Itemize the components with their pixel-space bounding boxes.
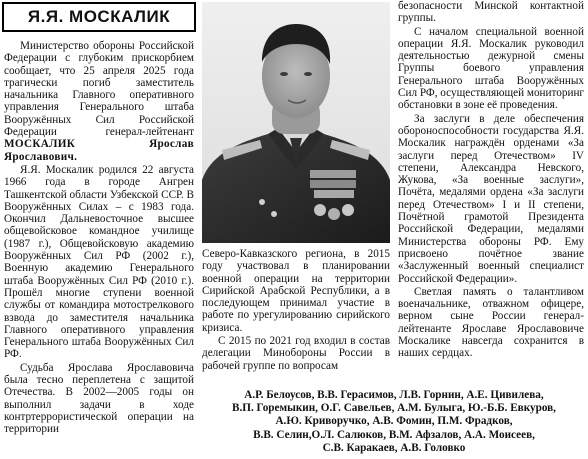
signature-line: С.В. Каракаев, А.В. Головко (322, 441, 466, 454)
announcement-text: Министерство обороны Российской Федерации с глубоким прискорбием сообщает, что 25 апреля 2025 года трагически погиб заместитель начальника Главного оперативного управления Генерального штаба Вооружённых Сил Российской Федерации генерал-лейтенант (4, 40, 194, 139)
paragraph-biography: Я.Я. Москалик родился 22 августа 1966 года в городе Ангрен Ташкентской области Узбекской ССР. В Вооружённых Силах – с 1983 года. Окончил Дальневосточное высшее общевойсковое командное училище (1987 г.), Общевойсковую академию Вооружённых Сил РФ (2002 г.), Военную академию Генерального штаба Вооружённых Сил РФ (2010 г.). Прошёл многие ступени военной службы от командира мотострелкового взвода до заместителя начальника Главного оперативного управления Генерального штаба Вооружённых Сил РФ. (4, 163, 194, 361)
signatures-block (203, 389, 585, 459)
portrait-photo (202, 2, 390, 243)
headline: Я.Я. МОСКАЛИК (27, 7, 171, 26)
signature-line: А.Ю. Криворучко, А.В. Фомин, П.М. Фрадков, (275, 415, 513, 428)
paragraph-announcement (4, 40, 194, 163)
paragraph-minsk: безопасности Минской контактной группы. (398, 0, 584, 25)
paragraph-syria: Северо-Кавказского региона, в 2015 году участвовал в планировании военной операции на территории Сирийской Арабской Республики, а в последующем принимал участие в работе по урегулированию сирийского кризиса. (202, 248, 390, 334)
signature-line: А.Р. Белоусов, В.В. Герасимов, Л.В. Горнин, А.Е. Цивилева, (244, 389, 544, 401)
headline-box (2, 2, 196, 32)
text-column-right (398, 0, 584, 378)
signature-line: В.П. Горемыкин, О.Г. Савельев, А.М. Булыга, Ю.-Б.Б. Евкуров, (232, 402, 556, 415)
paragraph-awards: За заслуги в деле обеспечения обороноспособности государства Я.Я. Москалик награждён орденами «За заслуги перед Отечеством» IV степени, Александра Невского, Жукова, «За военные заслуги», Почёта, медалями ордена «За заслуги перед Отечеством» I и II степени, Почётной грамотой Президента Российской Федерации, медалями Министерства обороны РФ. Ему присвоено почётное звание «Заслуженный военный специалист Российской Федерации». (398, 112, 584, 285)
text-column-left (4, 40, 194, 459)
paragraph-svo: С началом специальной военной операции Я.Я. Москалик руководил деятельностью дежурной смены Группы боевого управления Генерального штаба Вооружённых Сил РФ, осуществляющей мониторинг обстановки в зоне её проведения. (398, 25, 584, 112)
paragraph-delegation: С 2015 по 2021 год входил в состав делегации Минобороны России в рабочей группе по вопросам (202, 335, 390, 372)
signature-line: В.В. Селин,О.Л. Салюков, В.М. Афзалов, А.А. Моисеев, (253, 428, 535, 441)
deceased-name: МОСКАЛИК Ярослав Ярославович. (4, 138, 194, 163)
paragraph-memory: Светлая память о талантливом военачальнике, отважном офицере, верном сыне России генерал-лейтенанте Ярославе Ярославовиче Москалике навсегда сохранится в наших сердцах. (398, 285, 584, 360)
text-column-middle (202, 248, 390, 388)
portrait-image (202, 2, 390, 243)
paragraph-service: Судьба Ярослава Ярославовича была тесно переплетена с защитой Отечества. В 2002—2005 годы он выполнил задачи в ходе контртеррористической операции на территории (4, 361, 194, 436)
